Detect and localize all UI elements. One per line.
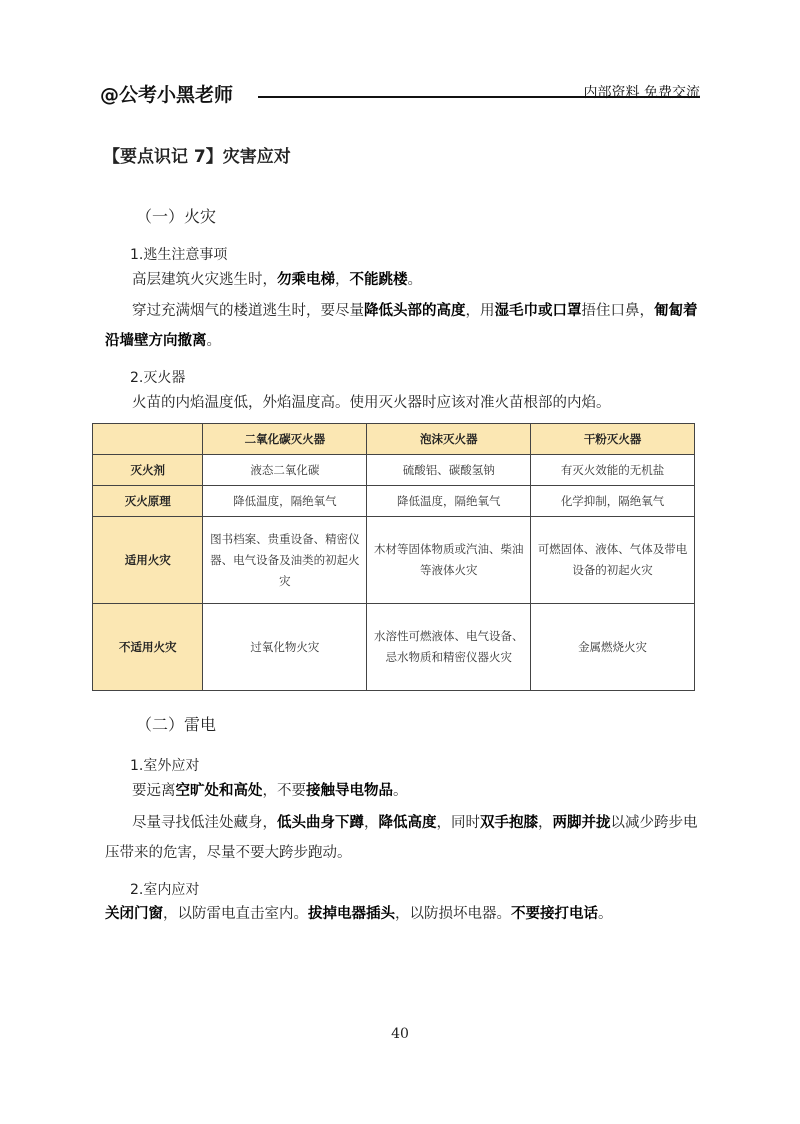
extinguisher-heading: 2.灭火器 bbox=[130, 370, 186, 386]
page-title: 【要点识记 7】灾害应对 bbox=[103, 147, 291, 167]
section-lightning-heading: （二）雷电 bbox=[136, 715, 217, 734]
table-row bbox=[93, 455, 695, 486]
row-label: 适用火灾 bbox=[93, 517, 203, 604]
header-note: 内部资料 免费交流 bbox=[583, 85, 700, 101]
indoor-heading: 2.室内应对 bbox=[130, 882, 200, 898]
table-header-row bbox=[93, 424, 695, 455]
row-label: 灭火原理 bbox=[93, 486, 203, 517]
table-cell: 木材等固体物质或汽油、柴油等液体火灾 bbox=[367, 517, 531, 604]
header-author: @公考小黑老师 bbox=[100, 84, 234, 106]
outdoor-paragraph-2: 尽量寻找低洼处藏身，低头曲身下蹲，降低高度，同时双手抱膝，两脚并拢以减少跨步电压带来的危害，尽量不要大跨步跑动。 bbox=[105, 814, 698, 861]
table-row bbox=[93, 604, 695, 691]
table-cell: 化学抑制，隔绝氧气 bbox=[531, 486, 695, 517]
table-cell: 水溶性可燃液体、电气设备、忌水物质和精密仪器火灾 bbox=[367, 604, 531, 691]
table-header: 泡沫灭火器 bbox=[367, 424, 531, 455]
table-row bbox=[93, 486, 695, 517]
table-cell: 降低温度，隔绝氧气 bbox=[203, 486, 367, 517]
table-row bbox=[93, 517, 695, 604]
page-number: 40 bbox=[391, 1026, 409, 1042]
table-cell: 图书档案、贵重设备、精密仪器、电气设备及油类的初起火灾 bbox=[203, 517, 367, 604]
extinguisher-paragraph: 火苗的内焰温度低，外焰温度高。使用灭火器时应该对准火苗根部的内焰。 bbox=[132, 395, 611, 411]
extinguisher-table bbox=[92, 423, 695, 691]
outdoor-heading: 1.室外应对 bbox=[130, 758, 200, 774]
table-cell: 有灭火效能的无机盐 bbox=[531, 455, 695, 486]
row-label: 灭火剂 bbox=[93, 455, 203, 486]
escape-heading: 1.逃生注意事项 bbox=[130, 247, 228, 263]
row-label: 不适用火灾 bbox=[93, 604, 203, 691]
table-header: 二氧化碳灭火器 bbox=[203, 424, 367, 455]
outdoor-paragraph-1: 要远离空旷处和高处，不要接触导电物品。 bbox=[132, 782, 408, 799]
table-cell: 液态二氧化碳 bbox=[203, 455, 367, 486]
table-cell: 硫酸铝、碳酸氢钠 bbox=[367, 455, 531, 486]
table-cell: 可燃固体、液体、气体及带电设备的初起火灾 bbox=[531, 517, 695, 604]
table-corner bbox=[93, 424, 203, 455]
indoor-paragraph: 关闭门窗，以防雷电直击室内。拔掉电器插头，以防损坏电器。不要接打电话。 bbox=[105, 905, 613, 922]
section-fire-heading: （一）火灾 bbox=[136, 207, 217, 226]
table-cell: 过氧化物火灾 bbox=[203, 604, 367, 691]
escape-paragraph-1: 高层建筑火灾逃生时，勿乘电梯，不能跳楼。 bbox=[132, 271, 422, 288]
table-cell: 降低温度，隔绝氧气 bbox=[367, 486, 531, 517]
table-header: 干粉灭火器 bbox=[531, 424, 695, 455]
escape-paragraph-2: 穿过充满烟气的楼道逃生时，要尽量降低头部的高度，用湿毛巾或口罩捂住口鼻，匍匐着沿墙壁方向撤离。 bbox=[105, 302, 698, 349]
table-cell: 金属燃烧火灾 bbox=[531, 604, 695, 691]
